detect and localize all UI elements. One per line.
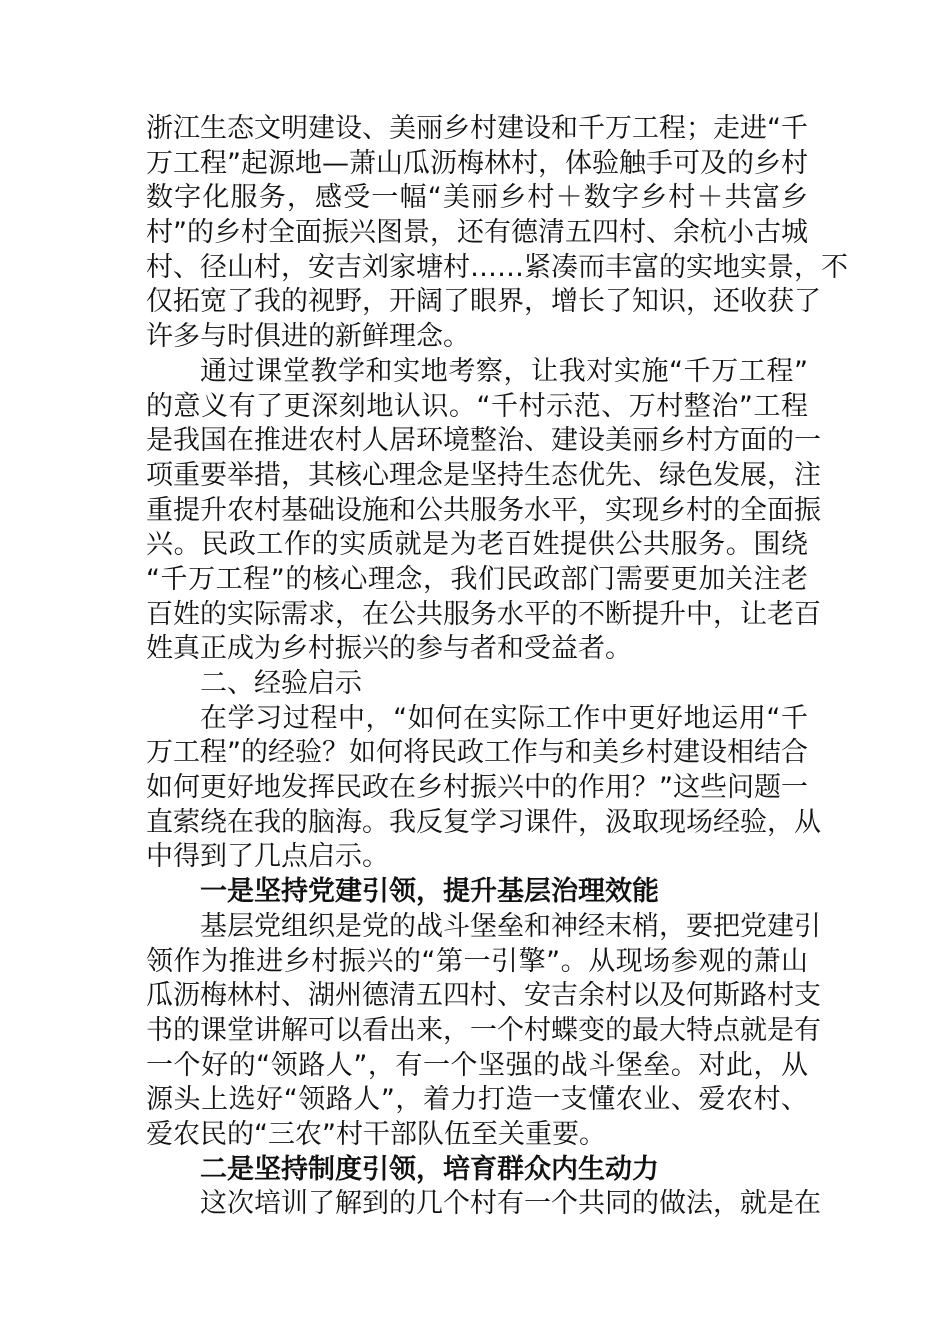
text-line: 爱农民的“三农”村干部队伍至关重要。	[146, 1118, 606, 1150]
text-line: 许多与时俱进的新鲜理念。	[146, 321, 470, 353]
text-line: 中得到了几点启示。	[146, 841, 389, 873]
paragraph-first-line: 基层党组织是党的战斗堡垒和神经末梢，要把党建引	[200, 910, 821, 942]
body-text	[146, 112, 848, 1222]
subsection-heading: 二是坚持制度引领，培育群众内生动力	[200, 1153, 659, 1185]
text-line: 重提升农村基础设施和公共服务水平，实现乡村的全面振	[146, 494, 821, 526]
text-line: 村”的乡村全面振兴图景，还有德清五四村、余杭小古城	[146, 217, 808, 249]
text-line: 万工程”起源地—萧山瓜沥梅林村，体验触手可及的乡村	[146, 147, 808, 179]
text-line: 瓜沥梅林村、湖州德清五四村、安吉余村以及何斯路村支	[146, 980, 821, 1012]
text-line: 的意义有了更深刻地认识。“千村示范、万村整治”工程	[146, 390, 808, 422]
text-line: “千万工程”的核心理念，我们民政部门需要更加关注老	[146, 563, 808, 595]
text-line: 如何更好地发挥民政在乡村振兴中的作用？”这些问题一	[146, 772, 808, 804]
text-line: 直萦绕在我的脑海。我反复学习课件，汲取现场经验，从	[146, 806, 821, 838]
text-line: 姓真正成为乡村振兴的参与者和受益者。	[146, 633, 632, 665]
text-line: 一个好的“领路人”，有一个坚强的战斗堡垒。对此，从	[146, 1049, 808, 1081]
text-line: 村、径山村，安吉刘家塘村……紧凑而丰富的实地实景，不	[146, 251, 848, 283]
text-line: 仅拓宽了我的视野，开阔了眼界，增长了知识，还收获了	[146, 286, 821, 318]
text-line: 兴。民政工作的实质就是为老百姓提供公共服务。围绕	[146, 529, 808, 561]
section-heading: 二、经验启示	[200, 668, 362, 699]
subsection-heading: 一是坚持党建引领，提升基层治理效能	[200, 876, 659, 908]
text-line: 源头上选好“领路人”，着力打造一支懂农业、爱农村、	[146, 1084, 808, 1116]
text-line: 数字化服务，感受一幅“美丽乡村＋数字乡村＋共富乡	[146, 182, 808, 214]
text-line: 项重要举措，其核心理念是坚持生态优先、绿色发展，注	[146, 459, 821, 491]
text-line: 万工程”的经验？如何将民政工作与和美乡村建设相结合	[146, 737, 808, 769]
text-line: 是我国在推进农村人居环境整治、建设美丽乡村方面的一	[146, 425, 821, 457]
paragraph-first-line: 这次培训了解到的几个村有一个共同的做法，就是在	[200, 1188, 821, 1220]
paragraph-first-line: 通过课堂教学和实地考察，让我对实施“千万工程”	[200, 355, 808, 387]
text-line: 浙江生态文明建设、美丽乡村建设和千万工程；走进“千	[146, 113, 808, 144]
text-line: 百姓的实际需求，在公共服务水平的不断提升中，让老百	[146, 598, 821, 630]
text-line: 书的课堂讲解可以看出来，一个村蝶变的最大特点就是有	[146, 1014, 821, 1046]
paragraph-first-line: 在学习过程中，“如何在实际工作中更好地运用“千	[200, 702, 808, 734]
text-line: 领作为推进乡村振兴的“第一引擎”。从现场参观的萧山	[146, 945, 808, 977]
